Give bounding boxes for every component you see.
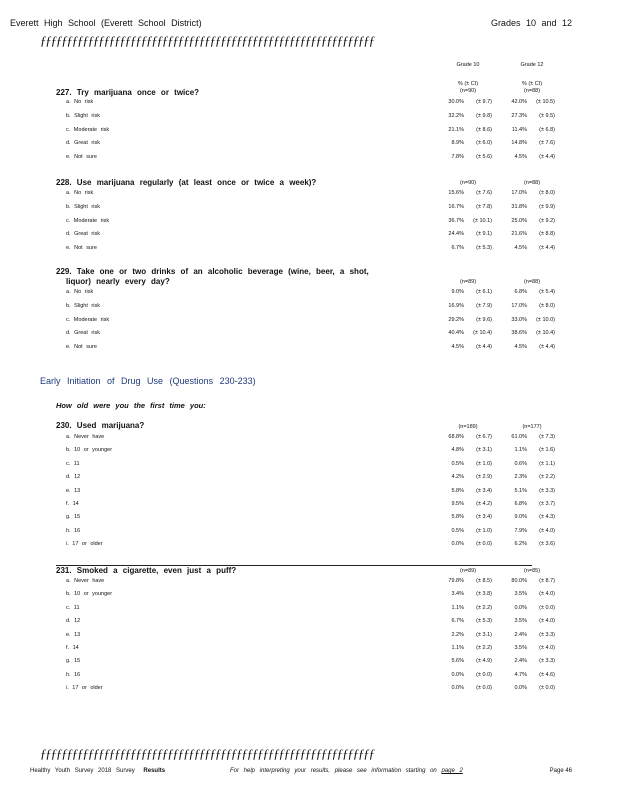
q230-grade12-value: 6.2% — [514, 541, 527, 548]
q229-grade12-ci: (± 5.4) — [539, 289, 555, 295]
q228-grade10-value: 6.7% — [451, 245, 464, 252]
q230-grade10-ci: (± 1.0) — [476, 527, 492, 534]
q228-grade12-value: 25.0% — [511, 217, 527, 224]
q227-grade10-ci: (± 9.8) — [476, 112, 492, 119]
q231-grade10-value: 3.4% — [451, 591, 464, 598]
q230-grade10-ci: (± 4.2) — [476, 501, 492, 507]
q229-grade12-ci: (± 10.4) — [536, 330, 555, 337]
q231-grade12-value: 2.4% — [514, 631, 527, 638]
document-header-school: Everett High School (Everett School District) — [10, 18, 202, 28]
q231-grade10-value: 79.8% — [448, 578, 464, 584]
q227-option-label: d. Great risk — [66, 140, 100, 147]
q227-grade10-value: 32.2% — [448, 112, 464, 119]
q231-option-label: f. 14 — [66, 645, 79, 651]
q229-grade10-ci: (± 4.4) — [476, 344, 492, 351]
q229-n10: (n=89) — [459, 279, 477, 285]
q230-option-label: f. 14 — [66, 501, 79, 507]
q229-option-label: b. Slight risk — [66, 302, 100, 309]
q231-grade12-value: 4.7% — [514, 671, 527, 678]
footer-page-number: Page 46 — [549, 768, 572, 774]
grade10-header: Grade 10 — [456, 62, 480, 68]
q231-grade12-ci: (± 4.0) — [539, 591, 555, 598]
q230-option-label: c. 11 — [66, 460, 80, 467]
q227-grade12-value: 42.0% — [511, 99, 527, 105]
q228-grade10-value: 36.7% — [448, 217, 464, 224]
top-rule: ƒƒƒƒƒƒƒƒƒƒƒƒƒƒƒƒƒƒƒƒƒƒƒƒƒƒƒƒƒƒƒƒƒƒƒƒƒƒƒƒƒƒƒƒƒƒƒƒƒƒƒƒƒƒƒƒƒƒƒƒƒƒƒ — [40, 34, 374, 48]
question-231-title: 231. Smoked a cigarette, even just a puff? — [56, 566, 237, 575]
q228-option-label: d. Great risk — [66, 231, 100, 238]
q229-grade12-value: 17.0% — [511, 302, 527, 309]
q229-grade12-ci: (± 10.0) — [536, 316, 555, 323]
q229-option-label: d. Great risk — [66, 330, 100, 337]
q230-option-label: b. 10 or younger — [66, 447, 113, 454]
q230-grade10-ci: (± 3.4) — [476, 487, 492, 494]
footer-page-link[interactable]: page 2 — [441, 768, 463, 774]
question-229-title-line1: 229. Take one or two drinks of an alcoholic beverage (wine, beer, a shot, — [56, 267, 369, 276]
q230-grade10-value: 0.0% — [451, 541, 464, 548]
q229-grade12-ci: (± 4.4) — [539, 344, 555, 351]
q228-grade12-ci: (± 8.0) — [539, 190, 555, 196]
q227-grade12-value: 11.4% — [511, 126, 527, 133]
q227-grade10-ci: (± 6.0) — [476, 140, 492, 147]
q228-grade12-value: 17.0% — [511, 190, 527, 196]
question-229-title-line2: liquor) nearly every day? — [66, 277, 170, 286]
q230-grade12-ci: (± 4.0) — [539, 527, 555, 534]
q229-grade10-value: 9.0% — [451, 289, 464, 295]
q231-grade12-value: 3.5% — [514, 645, 527, 651]
q229-grade10-ci: (± 9.6) — [476, 316, 492, 323]
q228-grade10-ci: (± 7.8) — [476, 203, 492, 210]
q231-grade12-ci: (± 0.0) — [539, 685, 555, 692]
q228-grade10-value: 15.6% — [448, 190, 464, 196]
section-intro: How old were you the first time you: — [56, 401, 206, 410]
q230-grade10-ci: (± 6.7) — [476, 434, 492, 440]
q228-grade10-ci: (± 9.1) — [476, 231, 492, 238]
q228-option-label: a. No risk — [66, 190, 94, 196]
q227-option-label: b. Slight risk — [66, 112, 100, 119]
q228-grade10-ci: (± 5.3) — [476, 245, 492, 252]
q228-grade10-ci: (± 10.1) — [473, 217, 492, 224]
q228-grade10-value: 24.4% — [448, 231, 464, 238]
q227-grade10-ci: (± 8.6) — [476, 126, 492, 133]
q228-grade10-ci: (± 7.6) — [476, 190, 492, 196]
q231-grade10-ci: (± 3.1) — [476, 631, 492, 638]
grade12-pct-header: % (± CI) — [521, 81, 543, 87]
q228-n12: (n=88) — [523, 180, 541, 186]
q231-grade12-ci: (± 3.3) — [539, 631, 555, 638]
q230-grade12-ci: (± 1.1) — [539, 460, 555, 467]
q230-option-label: d. 12 — [66, 474, 81, 481]
footer-help-text: For help interpreting your results, please see information starting on — [230, 768, 437, 774]
q231-option-label: h. 16 — [66, 671, 81, 678]
document-header-grades: Grades 10 and 12 — [490, 18, 572, 28]
q229-grade10-value: 16.9% — [448, 302, 464, 309]
q227-n12: (n=88) — [523, 88, 541, 94]
q231-grade10-value: 1.1% — [451, 604, 464, 611]
q230-grade12-value: 61.0% — [511, 434, 527, 440]
q231-grade12-ci: (± 8.7) — [539, 578, 555, 584]
q231-grade10-ci: (± 0.0) — [476, 671, 492, 678]
q231-grade10-ci: (± 2.2) — [476, 604, 492, 611]
q230-grade12-value: 1.1% — [514, 447, 527, 454]
q230-option-label: i. 17 or older — [66, 541, 103, 548]
q230-option-label: a. Never have — [66, 434, 105, 440]
q230-grade10-ci: (± 2.9) — [476, 474, 492, 481]
q230-grade12-value: 7.9% — [514, 527, 527, 534]
q229-grade12-value: 38.6% — [511, 330, 527, 337]
q227-grade12-value: 14.8% — [511, 140, 527, 147]
q227-option-label: e. Not sure — [66, 154, 97, 161]
q231-grade12-ci: (± 4.6) — [539, 671, 555, 678]
q227-option-label: c. Moderate risk — [66, 126, 110, 133]
q227-grade10-ci: (± 9.7) — [476, 99, 492, 105]
q229-n12: (n=88) — [523, 279, 541, 285]
q230-option-label: e. 13 — [66, 487, 81, 494]
q231-grade10-value: 5.6% — [451, 658, 464, 665]
q231-n12: (n=85) — [523, 568, 541, 574]
q231-option-label: c. 11 — [66, 604, 80, 611]
q229-grade10-value: 29.2% — [448, 316, 464, 323]
q230-grade12-value: 9.0% — [514, 514, 527, 521]
q230-n12: (n=177) — [522, 424, 542, 430]
q231-grade10-ci: (± 0.0) — [476, 685, 492, 692]
q229-option-label: a. No risk — [66, 289, 94, 295]
q227-grade12-ci: (± 9.5) — [539, 112, 555, 119]
q230-grade12-ci: (± 1.6) — [539, 447, 555, 454]
q227-grade10-ci: (± 5.6) — [476, 154, 492, 161]
q227-grade12-value: 4.5% — [514, 154, 527, 161]
q228-grade10-value: 16.7% — [448, 203, 464, 210]
q227-grade12-value: 27.3% — [511, 112, 527, 119]
q228-option-label: c. Moderate risk — [66, 217, 110, 224]
q228-option-label: b. Slight risk — [66, 203, 100, 210]
q230-option-label: g. 15 — [66, 514, 81, 521]
q228-grade12-value: 31.8% — [511, 203, 527, 210]
q231-grade12-value: 3.5% — [514, 618, 527, 625]
q231-grade10-value: 0.0% — [451, 671, 464, 678]
q227-grade10-value: 21.1% — [448, 126, 464, 133]
bottom-rule: ƒƒƒƒƒƒƒƒƒƒƒƒƒƒƒƒƒƒƒƒƒƒƒƒƒƒƒƒƒƒƒƒƒƒƒƒƒƒƒƒƒƒƒƒƒƒƒƒƒƒƒƒƒƒƒƒƒƒƒƒƒƒƒ — [40, 747, 374, 761]
footer-survey-name — [30, 768, 165, 774]
q229-grade10-ci: (± 7.9) — [476, 302, 492, 309]
q227-grade12-ci: (± 6.8) — [539, 126, 555, 133]
q230-grade12-value: 5.1% — [514, 487, 527, 494]
q230-grade10-value: 0.5% — [451, 460, 464, 467]
q228-grade12-ci: (± 8.8) — [539, 231, 555, 238]
q231-grade10-value: 0.0% — [451, 685, 464, 692]
q230-grade12-ci: (± 2.2) — [539, 474, 555, 481]
q231-grade12-value: 0.0% — [514, 685, 527, 692]
q229-option-label: e. Not sure — [66, 344, 97, 351]
q231-option-label: g. 15 — [66, 658, 81, 665]
q227-grade12-ci: (± 10.5) — [536, 99, 555, 105]
q228-option-label: e. Not sure — [66, 245, 97, 252]
q230-grade12-value: 0.6% — [514, 460, 527, 467]
q231-grade10-ci: (± 5.3) — [476, 618, 492, 625]
q231-grade12-ci: (± 4.0) — [539, 618, 555, 625]
q231-option-label: e. 13 — [66, 631, 81, 638]
q231-option-label: d. 12 — [66, 618, 81, 625]
question-228-title: 228. Use marijuana regularly (at least once or twice a week)? — [56, 178, 317, 187]
q229-grade12-value: 4.5% — [514, 344, 527, 351]
q230-grade12-ci: (± 7.3) — [539, 434, 555, 440]
q231-grade12-ci: (± 4.0) — [539, 645, 555, 651]
q229-grade10-ci: (± 6.1) — [476, 289, 492, 295]
q229-grade12-value: 33.0% — [511, 316, 527, 323]
q230-grade10-ci: (± 1.0) — [476, 460, 492, 467]
q228-grade12-value: 4.5% — [514, 245, 527, 252]
q227-grade10-value: 7.8% — [451, 154, 464, 161]
q229-option-label: c. Moderate risk — [66, 316, 110, 323]
q230-option-label: h. 16 — [66, 527, 81, 534]
q229-grade12-value: 6.8% — [514, 289, 527, 295]
section-title: Early Initiation of Drug Use (Questions 230-233) — [40, 376, 256, 386]
q230-grade10-value: 4.2% — [451, 474, 464, 481]
q230-grade12-ci: (± 3.6) — [539, 541, 555, 548]
q229-grade10-value: 40.4% — [448, 330, 464, 337]
q230-grade10-value: 4.8% — [451, 447, 464, 454]
q227-grade12-ci: (± 4.4) — [539, 154, 555, 161]
q227-grade10-value: 30.0% — [448, 99, 464, 105]
q231-grade12-ci: (± 0.0) — [539, 604, 555, 611]
footer-survey-title: Healthy Youth Survey 2018 Survey — [30, 768, 135, 774]
q230-grade12-value: 2.3% — [514, 474, 527, 481]
footer-help — [230, 768, 463, 774]
q231-grade10-ci: (± 2.2) — [476, 645, 492, 651]
q230-grade10-ci: (± 3.4) — [476, 514, 492, 521]
q230-grade10-ci: (± 3.1) — [476, 447, 492, 454]
q231-option-label: a. Never have — [66, 578, 105, 584]
q230-grade10-ci: (± 0.0) — [476, 541, 492, 548]
q231-grade10-ci: (± 4.9) — [476, 658, 492, 665]
footer-results: Results — [143, 768, 166, 774]
q231-option-label: i. 17 or older — [66, 685, 103, 692]
q227-n10: (n=90) — [459, 88, 477, 94]
q231-grade12-value: 2.4% — [514, 658, 527, 665]
q230-grade10-value: 5.8% — [451, 487, 464, 494]
q230-grade12-ci: (± 4.3) — [539, 514, 555, 521]
q228-grade12-ci: (± 9.9) — [539, 203, 555, 210]
q228-grade12-ci: (± 4.4) — [539, 245, 555, 252]
q231-grade12-value: 0.0% — [514, 604, 527, 611]
q230-grade10-value: 0.5% — [451, 527, 464, 534]
q228-grade12-value: 21.6% — [511, 231, 527, 238]
q227-grade10-value: 8.9% — [451, 140, 464, 147]
q229-grade10-ci: (± 10.4) — [473, 330, 492, 337]
q231-grade10-value: 1.1% — [451, 645, 464, 651]
q228-n10: (n=90) — [459, 180, 477, 186]
q231-grade10-value: 6.7% — [451, 618, 464, 625]
q230-grade12-ci: (± 3.3) — [539, 487, 555, 494]
q230-n10: (n=189) — [458, 424, 478, 430]
q231-grade10-ci: (± 8.5) — [476, 578, 492, 584]
q227-option-label: a. No risk — [66, 99, 94, 105]
q231-grade12-value: 3.5% — [514, 591, 527, 598]
q228-grade12-ci: (± 9.2) — [539, 217, 555, 224]
q231-grade12-value: 80.0% — [511, 578, 527, 584]
grade10-pct-header: % (± CI) — [457, 81, 479, 87]
q231-grade12-ci: (± 3.3) — [539, 658, 555, 665]
q227-grade12-ci: (± 7.6) — [539, 140, 555, 147]
q231-n10: (n=89) — [459, 568, 477, 574]
question-230-title: 230. Used marijuana? — [56, 421, 145, 430]
q230-grade10-value: 5.8% — [451, 514, 464, 521]
grade12-header: Grade 12 — [520, 62, 544, 68]
q231-grade10-value: 2.2% — [451, 631, 464, 638]
q229-grade10-value: 4.5% — [451, 344, 464, 351]
q230-grade12-ci: (± 3.7) — [539, 501, 555, 507]
q231-grade10-ci: (± 3.8) — [476, 591, 492, 598]
question-227-title: 227. Try marijuana once or twice? — [56, 88, 200, 97]
q230-grade10-value: 68.8% — [448, 434, 464, 440]
q230-grade12-value: 6.8% — [514, 501, 527, 507]
q231-option-label: b. 10 or younger — [66, 591, 113, 598]
q230-grade10-value: 9.5% — [451, 501, 464, 507]
q229-grade12-ci: (± 8.0) — [539, 302, 555, 309]
